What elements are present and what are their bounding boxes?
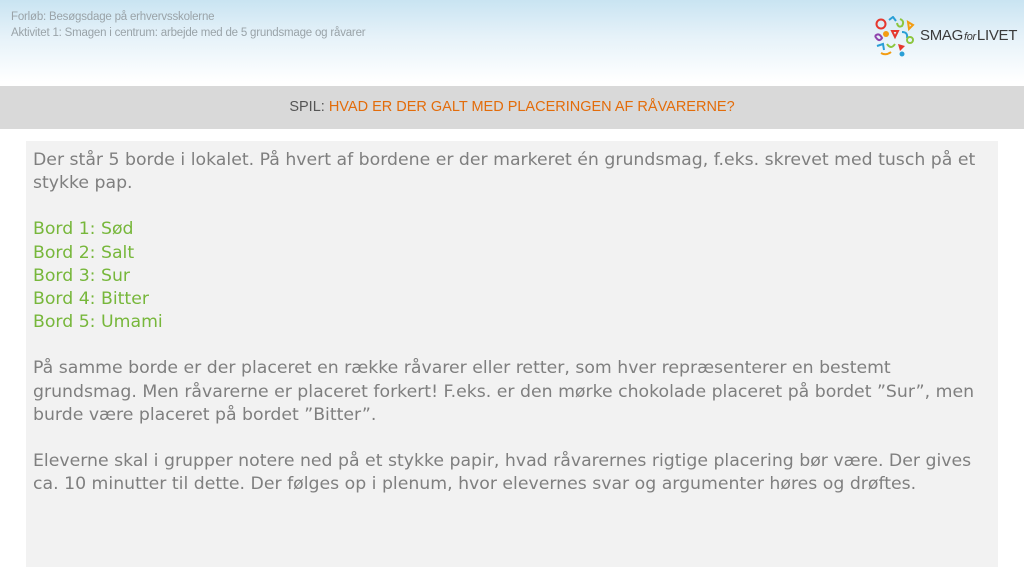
colorful-doodle-logo-icon xyxy=(872,16,916,58)
list-item: Bord 2: Salt xyxy=(33,242,135,263)
list-item: Bord 3: Sur xyxy=(33,265,131,286)
list-item: Bord 1: Sød xyxy=(33,219,134,240)
content-box xyxy=(26,141,998,567)
list-item: Bord 4: Bitter xyxy=(33,289,149,310)
page-title: HVAD ER DER GALT MED PLACERINGEN AF RÅVARERNE? xyxy=(328,99,735,115)
title-bar xyxy=(0,86,1024,129)
smag-for-livet-logo xyxy=(872,16,1022,56)
header-band xyxy=(0,0,1024,82)
title-prefix: SPIL: xyxy=(289,99,329,115)
list-item: Bord 5: Umami xyxy=(33,312,163,333)
placement-paragraph: På samme borde er der placeret en række råvarer eller retter, som hver repræsenterer en bestemt grundsmag. Men råvarerne er placeret forkert! F.eks. er den mørke chokolade placeret på bordet ”Sur”, men burde være placeret på bordet ”Bitter”. xyxy=(33,358,975,425)
intro-paragraph: Der står 5 borde i lokalet. På hvert af bordene er der markeret én grundsmag, f.eks. skrevet med tusch på et stykke pap. xyxy=(33,150,976,194)
course-line: Forløb: Besøgsdage på erhvervsskolerne xyxy=(11,11,215,23)
instructions-paragraph: Eleverne skal i grupper notere ned på et stykke papir, hvad råvarernes rigtige placering bør være. Der gives ca. 10 minutter til dette. Der følges op i plenum, hvor elevernes svar og argumenter høres og drøftes. xyxy=(33,451,972,495)
activity-line: Aktivitet 1: Smagen i centrum: arbejde med de 5 grundsmage og råvarer xyxy=(11,27,366,39)
logo-text: SMAGforLIVET xyxy=(920,27,1018,44)
